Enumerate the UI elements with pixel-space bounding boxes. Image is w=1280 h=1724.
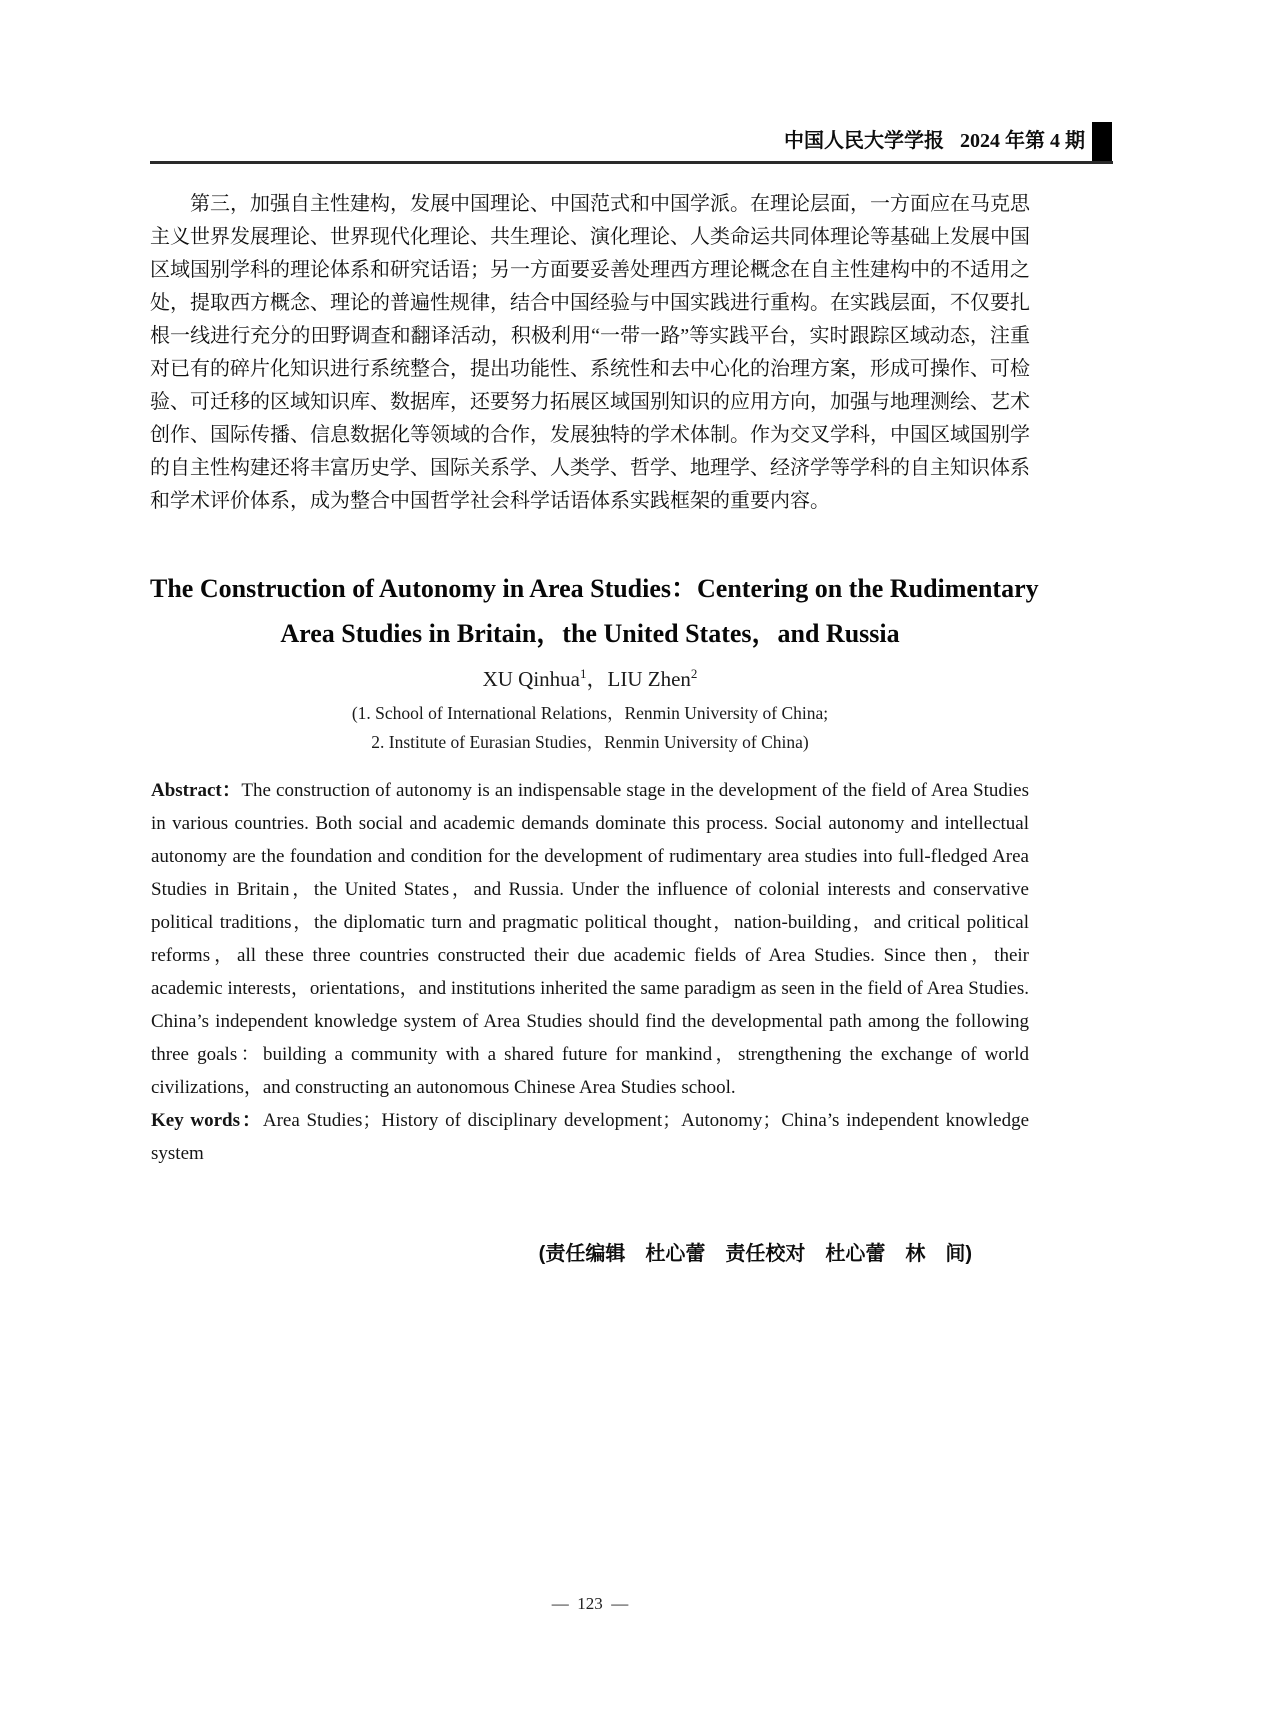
affiliation-line-1: (1. School of International Relations，Renmin University of China; xyxy=(351,703,829,723)
journal-title: 中国人民大学学报 xyxy=(784,130,944,152)
keywords-paragraph xyxy=(151,1104,1029,1170)
affiliations xyxy=(150,699,1030,757)
journal-header xyxy=(150,122,1085,160)
author-separator: ， xyxy=(586,667,608,691)
keywords-colon: ： xyxy=(240,1110,263,1131)
english-title-line2: Area Studies in Britain，the United States，and Russia xyxy=(280,619,900,648)
author-superscript-2: 2 xyxy=(690,666,698,681)
authors-line xyxy=(150,664,1030,694)
author-name-2: LIU Zhen xyxy=(607,667,691,691)
abstract-section xyxy=(151,774,1029,1170)
english-title-line1: The Construction of Autonomy in Area Studies：Centering on the Rudimentary xyxy=(150,574,1039,603)
english-title xyxy=(150,566,1039,656)
keywords-text: Area Studies；History of disciplinary development；Autonomy；China’s independent knowledge system xyxy=(151,1110,1030,1164)
issue-info: 2024 年第 4 期 xyxy=(960,130,1085,152)
abstract-colon: ： xyxy=(221,780,242,801)
author-superscript-1: 1 xyxy=(580,666,587,681)
keywords-label: Key words xyxy=(151,1110,241,1131)
editor-note: (责任编辑 杜心蕾 责任校对 杜心蕾 林 间) xyxy=(538,1243,972,1265)
abstract-paragraph xyxy=(151,774,1029,1104)
page-number: — 123 — xyxy=(551,1594,629,1613)
author-name-1: XU Qinhua xyxy=(482,667,580,691)
abstract-text: The construction of autonomy is an indispensable stage in the development of the field of Area Studies in various countries. Both social and academic demands dominate this process. Social autonomy and intellectual autonomy are the foundation and condition for the development of rudimentary area studies into full-fledged Area Studies in Britain，the United States，and Russia. Under the influence of colonial interests and conservative political traditions，the diplomatic turn and pragmatic political thought，nation-building，and critical political reforms，all these three countries constructed their due academic fields of Area Studies. Since then，their academic interests，orientations，and institutions inherited the same paradigm as seen in the field of Area Studies. China’s independent knowledge system of Area Studies should find the developmental path among the following three goals：building a community with a shared future for mankind，strengthening the exchange of world civilizations，and constructing an autonomous Chinese Area Studies school. xyxy=(151,780,1029,1098)
header-rule xyxy=(150,161,1113,164)
header-issue-marker xyxy=(1092,122,1112,162)
abstract-label: Abstract xyxy=(151,780,222,801)
affiliation-line-2: 2. Institute of Eurasian Studies，Renmin University of China) xyxy=(371,732,809,752)
chinese-body-paragraph: 第三，加强自主性建构，发展中国理论、中国范式和中国学派。在理论层面，一方面应在马克思主义世界发展理论、世界现代化理论、共生理论、演化理论、人类命运共同体理论等基础上发展中国区域国别学科的理论体系和研究话语；另一方面要妥善处理西方理论概念在自主性建构中的不适用之处，提取西方概念、理论的普遍性规律，结合中国经验与中国实践进行重构。在实践层面，不仅要扎根一线进行充分的田野调查和翻译活动，积极利用“一带一路”等实践平台，实时跟踪区域动态，注重对已有的碎片化知识进行系统整合，提出功能性、系统性和去中心化的治理方案，形成可操作、可检验、可迁移的区域知识库、数据库，还要努力拓展区域国别知识的应用方向，加强与地理测绘、艺术创作、国际传播、信息数据化等领域的合作，发展独特的学术体制。作为交叉学科，中国区域国别学的自主性构建还将丰富历史学、国际关系学、人类学、哲学、地理学、经济学等学科的自主知识体系和学术评价体系，成为整合中国哲学社会科学话语体系实践框架的重要内容。 xyxy=(150,193,1030,512)
